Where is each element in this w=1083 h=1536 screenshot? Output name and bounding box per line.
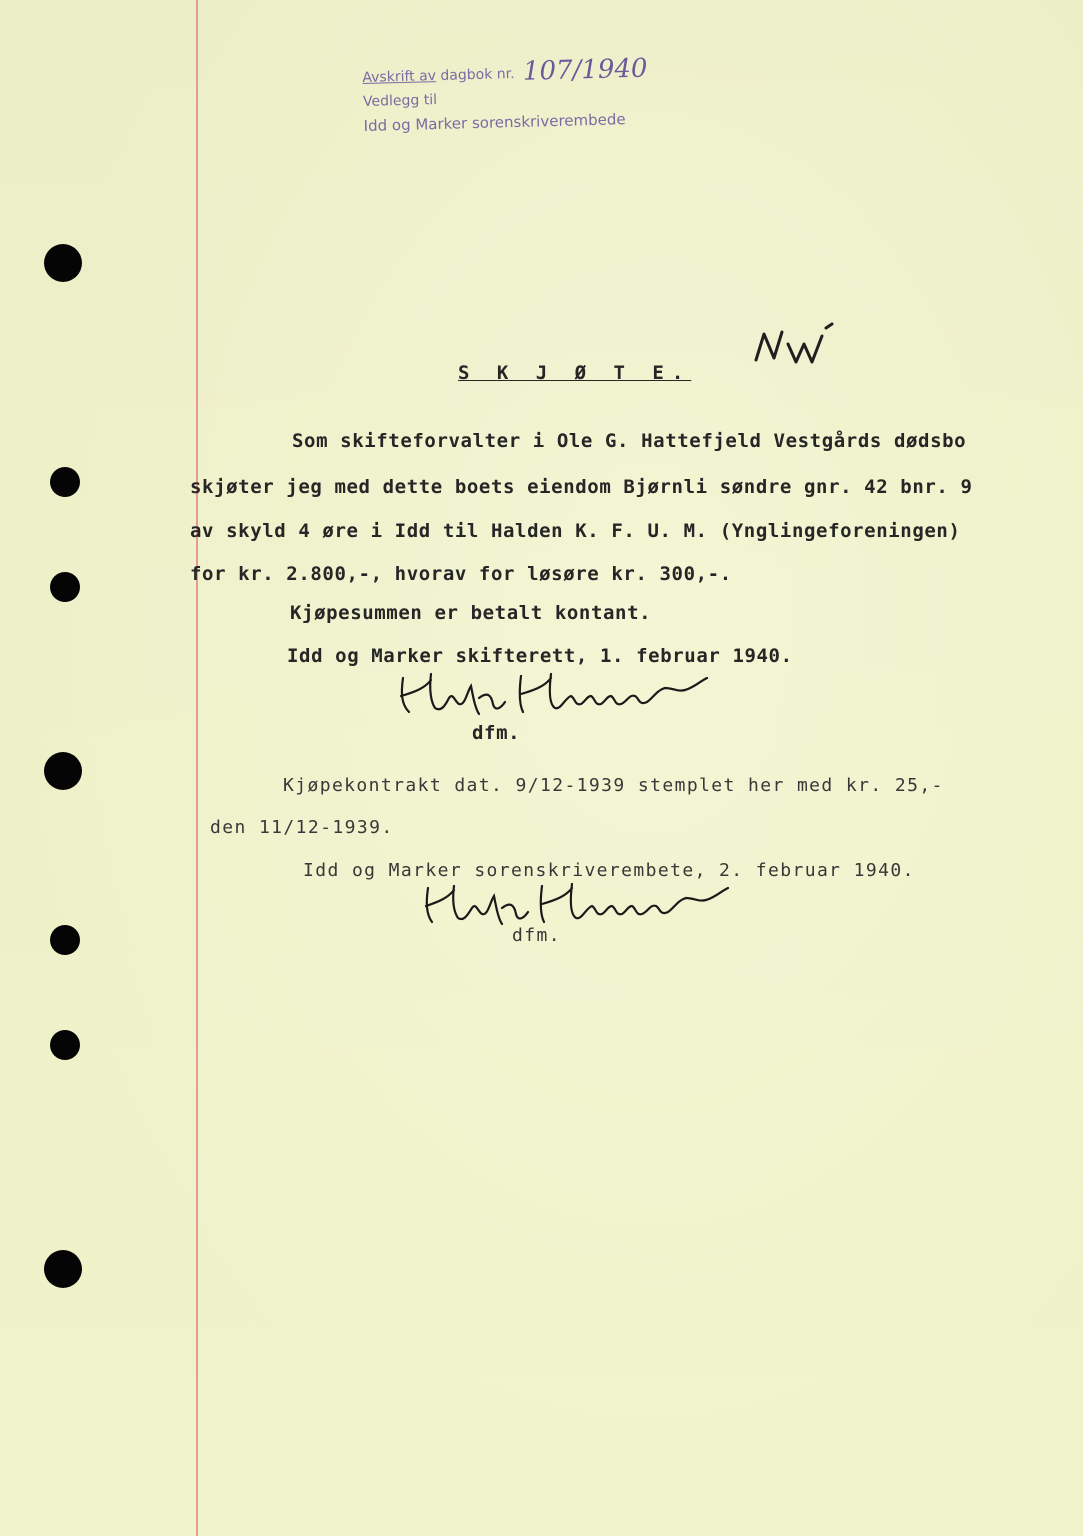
contract-note-line-1: Kjøpekontrakt dat. 9/12-1939 stemplet her med kr. 25,- <box>283 775 944 796</box>
stamp-line-3: Idd og Marker sorenskriverembede <box>363 110 626 135</box>
punch-hole <box>50 1030 80 1060</box>
deed-title: S K J Ø T E. <box>458 362 692 384</box>
punch-hole <box>50 467 80 497</box>
deed-line-4: for kr. 2.800,-, hvorav for løsøre kr. 300,-. <box>190 563 732 585</box>
stamp-prefix: Avskrift av <box>362 68 437 86</box>
stamp-diary-label: dagbok nr. <box>440 66 515 84</box>
punch-hole <box>50 572 80 602</box>
deed-line-3: av skyld 4 øre i Idd til Halden K. F. U. M. (Ynglingeforeningen) <box>190 520 961 542</box>
punch-hole <box>44 752 82 790</box>
signature-title-1: dfm. <box>472 722 521 744</box>
diary-number: 107/1940 <box>522 53 648 87</box>
registry-stamp <box>362 55 649 138</box>
deed-place-date: Idd og Marker skifterett, 1. februar 1940. <box>287 645 793 667</box>
signature-title-2: dfm. <box>512 925 561 946</box>
deed-line-2: skjøter jeg med dette boets eiendom Bjørnli søndre gnr. 42 bnr. 9 <box>190 476 973 498</box>
signature-helge-hammer <box>395 668 715 724</box>
deed-line-1: Som skifteforvalter i Ole G. Hattefjeld Vestgårds dødsbo <box>292 430 967 452</box>
contract-note-line-2: den 11/12-1939. <box>210 817 394 838</box>
payment-line: Kjøpesummen er betalt kontant. <box>290 602 652 624</box>
punch-hole <box>44 1250 82 1288</box>
handwritten-initials <box>752 322 842 372</box>
signature-helge-hammer-2 <box>420 880 740 930</box>
punch-hole <box>50 925 80 955</box>
office-place-date: Idd og Marker sorenskriverembete, 2. februar 1940. <box>303 860 915 881</box>
punch-hole <box>44 244 82 282</box>
stamp-line-2: Vedlegg til <box>362 92 438 110</box>
margin-rule <box>196 0 198 1536</box>
